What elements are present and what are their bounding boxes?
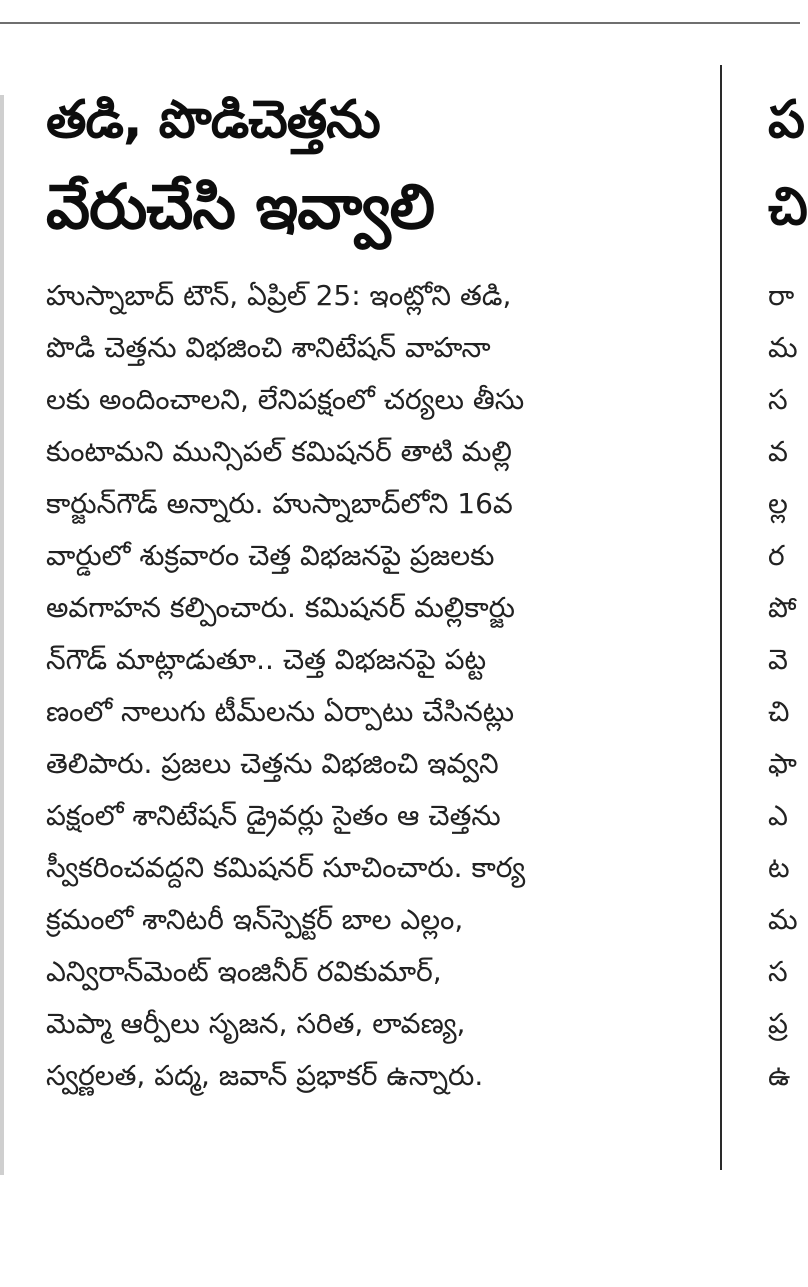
next-headline-line-1: ప: [768, 90, 805, 150]
next-body-line: పో: [768, 591, 797, 624]
headline-line-2: వేరుచేసి ఇవ్వాలి: [46, 170, 435, 243]
body-line: లకు అందించాలని, లేనిపక్షంలో చర్యలు తీసు: [46, 383, 525, 416]
next-body-line: ర: [768, 539, 785, 572]
news-article: [46, 78, 696, 1102]
top-border-rule: [0, 22, 800, 24]
body-line: వార్డులో శుక్రవారం చెత్త విభజనపై ప్రజలకు: [46, 539, 495, 572]
next-body-line: ట: [768, 851, 790, 884]
headline-line-1: తడి, పొడిచెత్తను: [46, 90, 380, 150]
next-body-line: మ: [768, 903, 798, 936]
next-body-line: మ: [768, 331, 798, 364]
column-divider: [720, 65, 722, 1170]
next-body-line: వె: [768, 643, 788, 676]
body-line: క్రమంలో శానిటరీ ఇన్‌స్పెక్టర్ బాల ఎల్లం,: [46, 903, 464, 936]
next-body-line: ఎ: [768, 799, 788, 832]
body-line: పొడి చెత్తను విభజించి శానిటేషన్ వాహనా: [46, 331, 491, 364]
next-article-body: [768, 270, 800, 1102]
body-line: పక్షంలో శానిటేషన్ డ్రైవర్లు సైతం ఆ చెత్తను: [46, 799, 501, 832]
next-body-line: వ: [768, 435, 788, 468]
next-body-line: చి: [768, 695, 790, 728]
body-line: స్వీకరించవద్దని కమిషనర్ సూచించారు. కార్య: [46, 851, 526, 884]
next-article-cropped: [768, 78, 808, 1102]
next-headline-line-2: చి: [768, 177, 808, 237]
body-line: మెప్మా ఆర్పీలు సృజన, సరిత, లావణ్య,: [46, 1007, 466, 1040]
next-body-line: ల్ల: [768, 487, 788, 520]
next-body-line: ఉ: [768, 1059, 791, 1092]
body-line: స్వర్ణలత, పద్మ, జవాన్ ప్రభాకర్ ఉన్నారు.: [46, 1059, 484, 1092]
article-body: [46, 270, 696, 1102]
next-body-line: ప్ర: [768, 1007, 788, 1040]
left-column-edge: [0, 95, 4, 1175]
body-line: ణంలో నాలుగు టీమ్‌లను ఏర్పాటు చేసినట్లు: [46, 695, 515, 728]
body-line: ఎన్విరాన్‌మెంట్ ఇంజినీర్ రవికుమార్,: [46, 955, 442, 988]
body-line: తెలిపారు. ప్రజలు చెత్తను విభజించి ఇవ్వని: [46, 747, 499, 780]
body-line: హుస్నాబాద్ టౌన్, ఏప్రిల్ 25: ఇంట్లోని తడి,: [46, 279, 512, 312]
next-body-line: స: [768, 955, 788, 988]
body-line: అవగాహన కల్పించారు. కమిషనర్ మల్లికార్జు: [46, 591, 515, 624]
body-line: కార్జున్‌గౌడ్ అన్నారు. హుస్నాబాద్‌లోని 16వ: [46, 487, 513, 520]
next-body-line: స: [768, 383, 788, 416]
next-body-line: ఫా: [768, 747, 797, 780]
next-body-line: రా: [768, 279, 795, 312]
body-line: న్‌గౌడ్ మాట్లాడుతూ.. చెత్త విభజనపై పట్ట: [46, 643, 487, 676]
body-line: కుంటామని మున్సిపల్ కమిషనర్ తాటి మల్లి: [46, 435, 512, 468]
